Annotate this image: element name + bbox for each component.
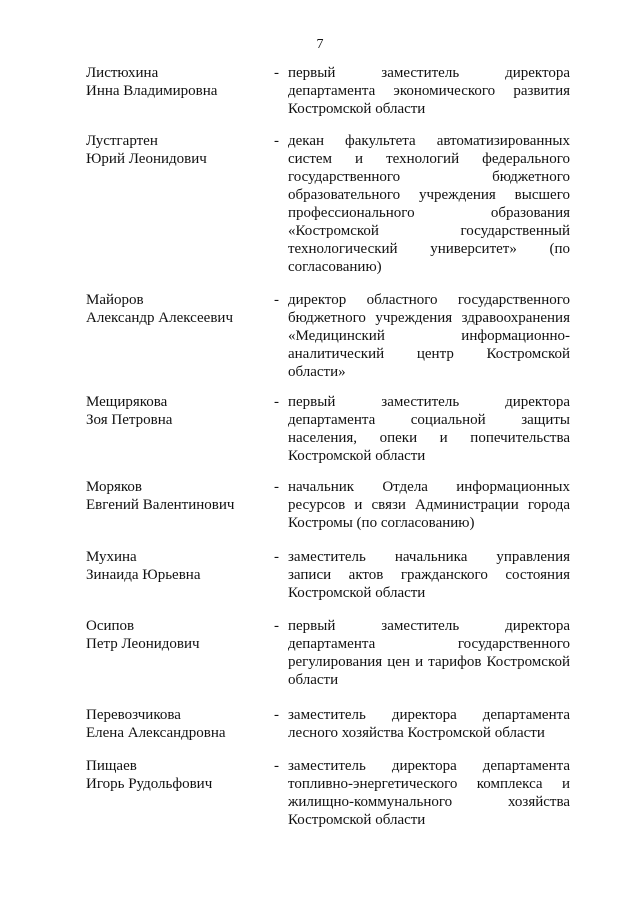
member-position (288, 64, 570, 118)
position-line: директор областного государственного (288, 292, 570, 308)
position-line: жилищно-коммунального хозяйства (288, 794, 570, 810)
member-position (288, 757, 570, 829)
list-dash: - (274, 758, 279, 774)
member-position (288, 291, 570, 381)
position-line: государственного бюджетного (288, 169, 570, 185)
member-surname: Моряков (86, 479, 142, 495)
position-line: аналитический центр Костромской (288, 346, 570, 362)
member-name (86, 706, 286, 742)
position-line: области (288, 672, 339, 688)
member-surname: Осипов (86, 618, 135, 634)
member-given-names: Елена Александровна (86, 725, 226, 741)
member-given-names: Игорь Рудольфович (86, 776, 213, 792)
position-line: «Медицинский информационно- (288, 328, 570, 344)
list-dash: - (274, 707, 279, 723)
member-surname: Мухина (86, 549, 137, 565)
position-line: населения, опеки и попечительства (288, 430, 570, 446)
position-line: согласованию) (288, 259, 382, 275)
position-line: Костромской области (288, 585, 426, 601)
member-surname: Мещирякова (86, 394, 168, 410)
position-line: первый заместитель директора (288, 394, 570, 410)
position-line: профессионального образования (288, 205, 570, 221)
position-line: технологический университет» (по (288, 241, 570, 257)
position-line: департамента экономического развития (288, 83, 570, 99)
member-surname: Лустгартен (86, 133, 158, 149)
member-given-names: Петр Леонидович (86, 636, 200, 652)
position-line: Костромы (по согласованию) (288, 515, 475, 531)
member-given-names: Юрий Леонидович (86, 151, 207, 167)
position-line: ресурсов и связи Администрации города (288, 497, 570, 513)
position-line: Костромской области (288, 101, 426, 117)
list-dash: - (274, 133, 279, 149)
member-given-names: Зинаида Юрьевна (86, 567, 201, 583)
member-name (86, 548, 286, 584)
list-dash: - (274, 394, 279, 410)
position-line: Костромской области (288, 448, 426, 464)
position-line: первый заместитель директора (288, 618, 570, 634)
position-line: первый заместитель директора (288, 65, 570, 81)
position-line: декан факультета автоматизированных (288, 133, 570, 149)
member-surname: Листюхина (86, 65, 159, 81)
member-name (86, 393, 286, 429)
member-name (86, 478, 286, 514)
position-line: бюджетного учреждения здравоохранения (288, 310, 570, 326)
member-position (288, 478, 570, 532)
member-position (288, 706, 570, 742)
list-dash: - (274, 65, 279, 81)
position-line: департамента государственного (288, 636, 570, 652)
position-line: образовательного учреждения высшего (288, 187, 570, 203)
member-given-names: Инна Владимировна (86, 83, 218, 99)
member-name (86, 757, 286, 793)
list-dash: - (274, 549, 279, 565)
position-line: начальник Отдела информационных (288, 479, 570, 495)
member-given-names: Зоя Петровна (86, 412, 173, 428)
position-line: заместитель директора департамента (288, 758, 570, 774)
member-surname: Пищаев (86, 758, 137, 774)
list-dash: - (274, 292, 279, 308)
position-line: департамента социальной защиты (288, 412, 570, 428)
position-line: регулирования цен и тарифов Костромской (288, 654, 570, 670)
position-line: заместитель директора департамента (288, 707, 570, 723)
list-dash: - (274, 618, 279, 634)
position-line: «Костромской государственный (288, 223, 570, 239)
member-name (86, 617, 286, 653)
member-given-names: Александр Алексеевич (86, 310, 233, 326)
member-position (288, 617, 570, 689)
list-dash: - (274, 479, 279, 495)
position-line: топливно-энергетического комплекса и (288, 776, 570, 792)
page-number: 7 (316, 37, 324, 52)
member-name (86, 64, 286, 100)
position-line: области» (288, 364, 346, 380)
member-surname: Перевозчикова (86, 707, 181, 723)
position-line: Костромской области (288, 812, 426, 828)
member-name (86, 291, 286, 327)
member-name (86, 132, 286, 168)
member-position (288, 393, 570, 465)
position-line: систем и технологий федерального (288, 151, 570, 167)
member-surname: Майоров (86, 292, 144, 308)
position-line: записи актов гражданского состояния (288, 567, 570, 583)
position-line: лесного хозяйства Костромской области (288, 725, 545, 741)
member-position (288, 548, 570, 602)
member-position (288, 132, 570, 276)
member-given-names: Евгений Валентинович (86, 497, 235, 513)
position-line: заместитель начальника управления (288, 549, 570, 565)
